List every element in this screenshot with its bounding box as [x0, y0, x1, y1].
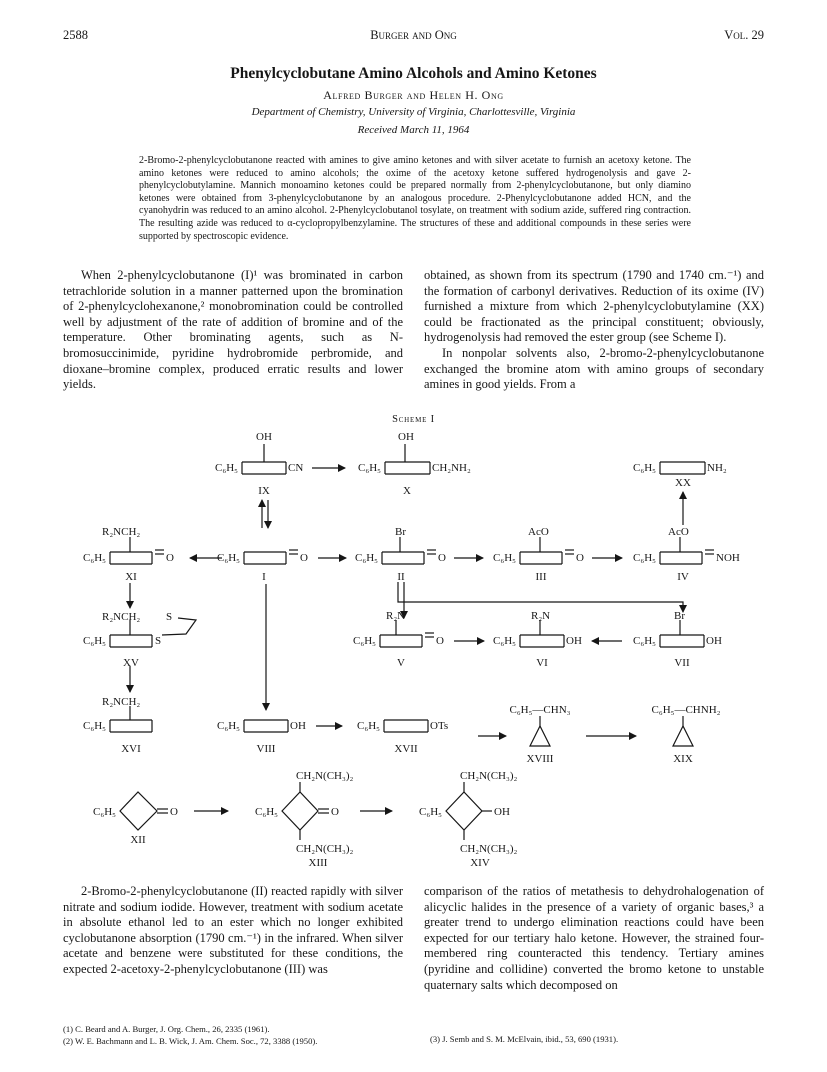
- compound-number: IV: [677, 571, 689, 583]
- label: AcO: [528, 526, 549, 538]
- label: AcO: [668, 526, 689, 538]
- label: OH: [398, 431, 414, 443]
- label: OH: [256, 431, 272, 443]
- received-date: Received March 11, 1964: [357, 124, 470, 136]
- compound-VI: [520, 620, 564, 647]
- compound-VII: [660, 620, 704, 647]
- label: CH₂N(CH₃)₂: [460, 843, 518, 855]
- affiliation: Department of Chemistry, University of Virginia, Charlottesville, Virginia: [251, 106, 576, 118]
- compound-XI: [110, 537, 164, 564]
- label: C₆H₅: [493, 552, 516, 564]
- label: O: [438, 552, 446, 564]
- label: C₆H₅—CHN₃: [509, 704, 571, 716]
- authors: Alfred Burger and Helen H. Ong: [323, 88, 504, 102]
- label: O: [436, 635, 444, 647]
- label: C₆H₅: [93, 806, 116, 818]
- label: R₂NCH₂: [102, 526, 141, 538]
- label: CN: [288, 462, 304, 474]
- label: R₂NCH₂: [102, 696, 141, 708]
- compound-number: XVIII: [526, 753, 554, 765]
- paragraph: When 2-phenylcyclobutanone (I)¹ was brominated in carbon tetrachloride solution in a manner patterned upon the bromination of 2-phenylcyclohexanone,² monobromination could be controlled well by adjustment of the rate of addition of bromine and of the temperature. Other brominating agents, such as N-bromosuccinimide, pyridine hydrobromide perbromide, and dioxane–bromine complex, produced erratic results and lower yields.: [63, 268, 403, 392]
- label: C₆H₅: [83, 720, 106, 732]
- compound-number: III: [535, 571, 547, 583]
- compound-number: II: [397, 571, 405, 583]
- label: C₆H₅: [217, 720, 240, 732]
- label: C₆H₅: [358, 462, 381, 474]
- label: S: [166, 611, 173, 623]
- label: O: [576, 552, 584, 564]
- label: C₆H₅: [255, 806, 278, 818]
- volume: Vol. 29: [724, 28, 764, 42]
- label: NH₂: [707, 462, 727, 474]
- label: O: [300, 552, 308, 564]
- label: OH: [566, 635, 582, 647]
- label: C₆H₅: [419, 806, 442, 818]
- label: S: [155, 635, 162, 647]
- compound-number: VI: [536, 657, 548, 669]
- footnotes-left: [63, 1024, 413, 1047]
- paragraph: 2-Bromo-2-phenylcyclobutanone (II) reacted rapidly with silver nitrate and sodium iodide. However, treatment with sodium acetate in absolute ethanol led to an ester which no longer exhibited cyclobutanone absorption (1790 cm.⁻¹) in the infrared. When silver acetate and benzene were substituted for these conditions, the expected 2-acetoxy-2-phenylcyclobutanone (III) was: [63, 884, 403, 976]
- compound-XVIII: [530, 716, 550, 746]
- label: C₆H₅: [83, 635, 106, 647]
- label: C₆H₅: [83, 552, 106, 564]
- compound-number: XIX: [673, 753, 693, 765]
- compound-XX: [660, 462, 705, 474]
- compound-V: [380, 620, 434, 647]
- compound-number: VIII: [256, 743, 276, 755]
- compound-number: XVII: [394, 743, 418, 755]
- compound-XIX: [673, 716, 693, 746]
- column-left-top: [63, 268, 403, 393]
- compound-number: IX: [258, 485, 270, 497]
- label: OH: [494, 806, 510, 818]
- paragraph: In nonpolar solvents also, 2-bromo-2-phenylcyclobutanone exchanged the bromine atom with amino groups of secondary amines in good yields. From a: [424, 345, 764, 392]
- compound-number: XV: [123, 657, 139, 669]
- label: OH: [706, 635, 722, 647]
- label: C₆H₅: [633, 552, 656, 564]
- column-right-bottom: [424, 884, 764, 993]
- column-right-top: [424, 268, 764, 393]
- paragraph: obtained, as shown from its spectrum (1790 and 1740 cm.⁻¹) and the formation of carbonyl derivatives. Reduction of its oxime (IV) furnished a mixture from which 2-phenylcyclobutylamine (XX) could be fractionated as the principal constituent; obviously, hydrogenolysis had removed the ester group (see Scheme I).: [424, 268, 764, 345]
- compound-number: XIII: [308, 857, 328, 869]
- page-number: 2588: [63, 28, 88, 42]
- footnote: (2) W. E. Bachmann and L. B. Wick, J. Am. Chem. Soc., 72, 3388 (1950).: [63, 1035, 318, 1046]
- compound-X: [385, 444, 430, 474]
- label: O: [170, 806, 178, 818]
- compound-number: VII: [674, 657, 690, 669]
- footnote: (3) J. Semb and S. M. McElvain, ibid., 53, 690 (1931).: [430, 1034, 619, 1044]
- compound-number: XII: [130, 834, 146, 846]
- compound-number: XVI: [121, 743, 141, 755]
- reaction-scheme: [0, 430, 827, 870]
- label: C₆H₅: [633, 462, 656, 474]
- label: NOH: [716, 552, 740, 564]
- label: C₆H₅: [215, 462, 238, 474]
- running-title: Burger and Ong: [370, 28, 457, 42]
- paper-title: Phenylcyclobutane Amino Alcohols and Amino Ketones: [230, 65, 597, 82]
- compound-number: I: [262, 571, 266, 583]
- compound-II: [382, 537, 436, 564]
- label: R₂N: [386, 610, 406, 622]
- label: C₆H₅: [633, 635, 656, 647]
- compound-number: XX: [675, 477, 691, 489]
- label: C₆H₅: [493, 635, 516, 647]
- footnote: (1) C. Beard and A. Burger, J. Org. Chem., 26, 2335 (1961).: [63, 1024, 270, 1034]
- label: C₆H₅: [217, 552, 240, 564]
- compound-IX: [242, 444, 286, 474]
- reaction-arrows: [130, 468, 683, 811]
- abstract: 2-Bromo-2-phenylcyclobutanone reacted with amines to give amino ketones and with silver acetate to furnish an acetoxy ketone. The amino ketones were reduced to amino alcohols; the oxime of the acetoxy ketone suffered hydrogenolysis and gave 2-phenylcyclobutylamine. Mannich monoamino ketones could be prepared normally from 2-phenylcyclobutanone, but only diamino ketones were obtained from 3-phenylcyclobutanone by an analogous procedure. 2-Phenylcyclobutanone added HCN, and the cyanohydrin was reduced to an amino alcohol. 2-Phenylcyclobutanol tosylate, on treatment with sodium azide, suffered ring contraction. The resulting azide was reduced to α-cyclopropylbenzylamine. The structures of these and additional compounds in these series were supported by spectroscopic evidence.: [139, 155, 691, 242]
- label: CH₂N(CH₃)₂: [460, 770, 518, 782]
- compound-XIV: [446, 782, 492, 840]
- label: R₂N: [531, 610, 551, 622]
- label: CH₂NH₂: [432, 462, 471, 474]
- label: C₆H₅: [353, 635, 376, 647]
- compound-I: [244, 550, 298, 564]
- compound-number: X: [403, 485, 411, 497]
- compound-XII: [120, 792, 168, 830]
- footnotes-right: [430, 1034, 770, 1046]
- label: C₆H₅: [357, 720, 380, 732]
- compound-IV: [660, 537, 714, 564]
- label: CH₂N(CH₃)₂: [296, 843, 354, 855]
- label: C₆H₅—CHNH₂: [651, 704, 721, 716]
- label: O: [331, 806, 339, 818]
- compound-III: [520, 537, 574, 564]
- compound-XVII: [384, 720, 428, 732]
- compound-XVI: [110, 706, 152, 732]
- label: Br: [395, 526, 406, 538]
- compound-VIII: [244, 720, 288, 732]
- compound-number: V: [397, 657, 405, 669]
- label: R₂NCH₂: [102, 611, 141, 623]
- compound-number: XIV: [470, 857, 490, 869]
- label: OTs: [430, 720, 449, 732]
- paragraph: comparison of the ratios of metathesis to dehydrohalogenation of alicyclic halides in the presence of a variety of organic bases,³ a greater trend to undergo elimination reactions could have been expected for our tertiary halo ketone. However, the strained four-membered ring counteracted this tendency. Tertiary amines (pyridine and collidine) converted the bromo ketone to unstable quaternary salts which decomposed on: [424, 884, 764, 992]
- label: CH₂N(CH₃)₂: [296, 770, 354, 782]
- scheme-title: Scheme I: [392, 414, 435, 425]
- column-left-bottom: [63, 884, 403, 978]
- compound-number: XI: [125, 571, 137, 583]
- label: C₆H₅: [355, 552, 378, 564]
- label: Br: [674, 610, 685, 622]
- compound-XIII: [282, 782, 329, 840]
- label: OH: [290, 720, 306, 732]
- label: O: [166, 552, 174, 564]
